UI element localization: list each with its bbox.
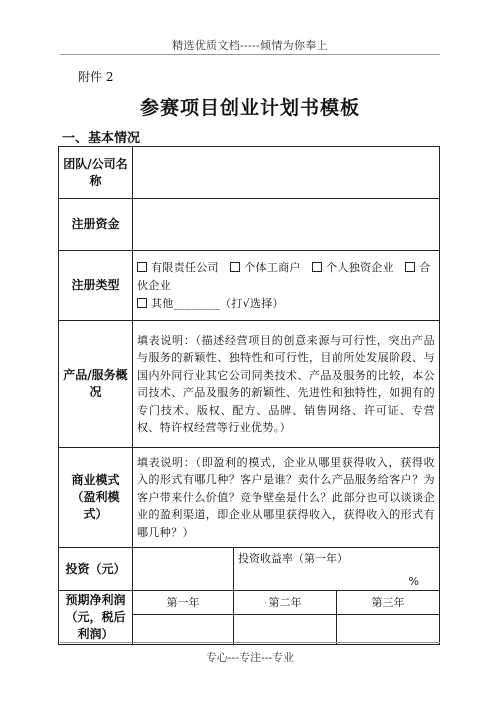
footer-divider [60, 642, 440, 643]
year-1-header: 第一年 [133, 591, 234, 615]
checkbox-sole-proprietorship[interactable] [312, 261, 394, 274]
header-divider [60, 54, 440, 55]
checkbox-llc[interactable] [137, 261, 219, 274]
year-3-header: 第三年 [337, 591, 440, 615]
team-name-label: 团队/公司名称 [59, 147, 133, 199]
attachment-label: 附件 2 [78, 70, 114, 84]
team-row [59, 147, 440, 199]
investment-field[interactable] [133, 548, 234, 591]
roi-percent-unit: % [408, 575, 419, 588]
year-3-profit-field[interactable] [337, 615, 440, 645]
registered-capital-label: 注册资金 [59, 199, 133, 251]
option-partnership: 合伙企业 [137, 260, 431, 292]
checkbox-other[interactable] [137, 297, 284, 310]
roi-cell[interactable] [234, 548, 440, 591]
year-2-header: 第二年 [234, 591, 337, 615]
expected-profit-label: 预期净利润（元，税后利润） [59, 591, 133, 645]
document-title: 参赛项目创业计划书模板 [139, 97, 360, 119]
checkbox-icon [405, 262, 415, 272]
page-header: 精选优质文档-----倾情为你奉上 [172, 39, 328, 52]
option-llc: 有限责任公司 [151, 260, 219, 274]
option-other: 其他________（打√选择） [151, 296, 284, 310]
investment-row [59, 548, 440, 591]
checkbox-icon [137, 298, 147, 308]
team-name-field[interactable] [133, 147, 440, 199]
product-row [59, 321, 440, 448]
year-1-profit-field[interactable] [133, 615, 234, 645]
checkbox-icon [137, 262, 147, 272]
registered-capital-field[interactable] [133, 199, 440, 251]
product-service-instructions: 填表说明：（描述经营项目的创意来源与可行性，突出产品与服务的新颖性、独特性和可行性，目前所处发展阶段、与国内外同行业其它公司同类技术、产品及服务的比较，本公司技术、产品及服务的新颖性、先进性和独特性，如拥有的专门技术、版权、配方、品牌、销售网络、许可证、专营权、特许权经营等行业优势。） [137, 333, 435, 434]
business-model-row [59, 448, 440, 548]
type-row [59, 251, 440, 321]
business-model-label: 商业模式（盈利模式） [59, 448, 133, 548]
checkbox-icon [230, 262, 240, 272]
checkbox-individual-business[interactable] [230, 261, 301, 274]
product-service-field[interactable] [133, 321, 440, 448]
investment-label: 投资（元） [59, 548, 133, 591]
section-heading: 一、基本情况 [62, 131, 141, 146]
roi-label: 投资收益率（第一年） [238, 552, 348, 565]
checkbox-icon [312, 262, 322, 272]
registration-type-options [133, 251, 440, 321]
registration-type-label: 注册类型 [59, 251, 133, 321]
option-individual-business: 个体工商户 [244, 260, 301, 274]
profit-header-row [59, 591, 440, 615]
page-footer: 专心---专注---专业 [205, 651, 295, 664]
capital-row [59, 199, 440, 251]
product-service-label: 产品/服务概况 [59, 321, 133, 448]
business-model-instructions: 填表说明：（即盈利的模式，企业从哪里获得收入，获得收入的形式有哪几种？客户是谁？卖什么产品服务给客户？为客户带来什么价值？竞争壁垒是什么？此部分也可以谈谈企业的盈利渠道，即企业从哪里获得收入，获得收入的形式有哪几种？） [137, 455, 435, 539]
year-2-profit-field[interactable] [234, 615, 337, 645]
business-model-field[interactable] [133, 448, 440, 548]
basic-info-form [58, 146, 440, 645]
option-sole-proprietorship: 个人独资企业 [326, 260, 394, 274]
